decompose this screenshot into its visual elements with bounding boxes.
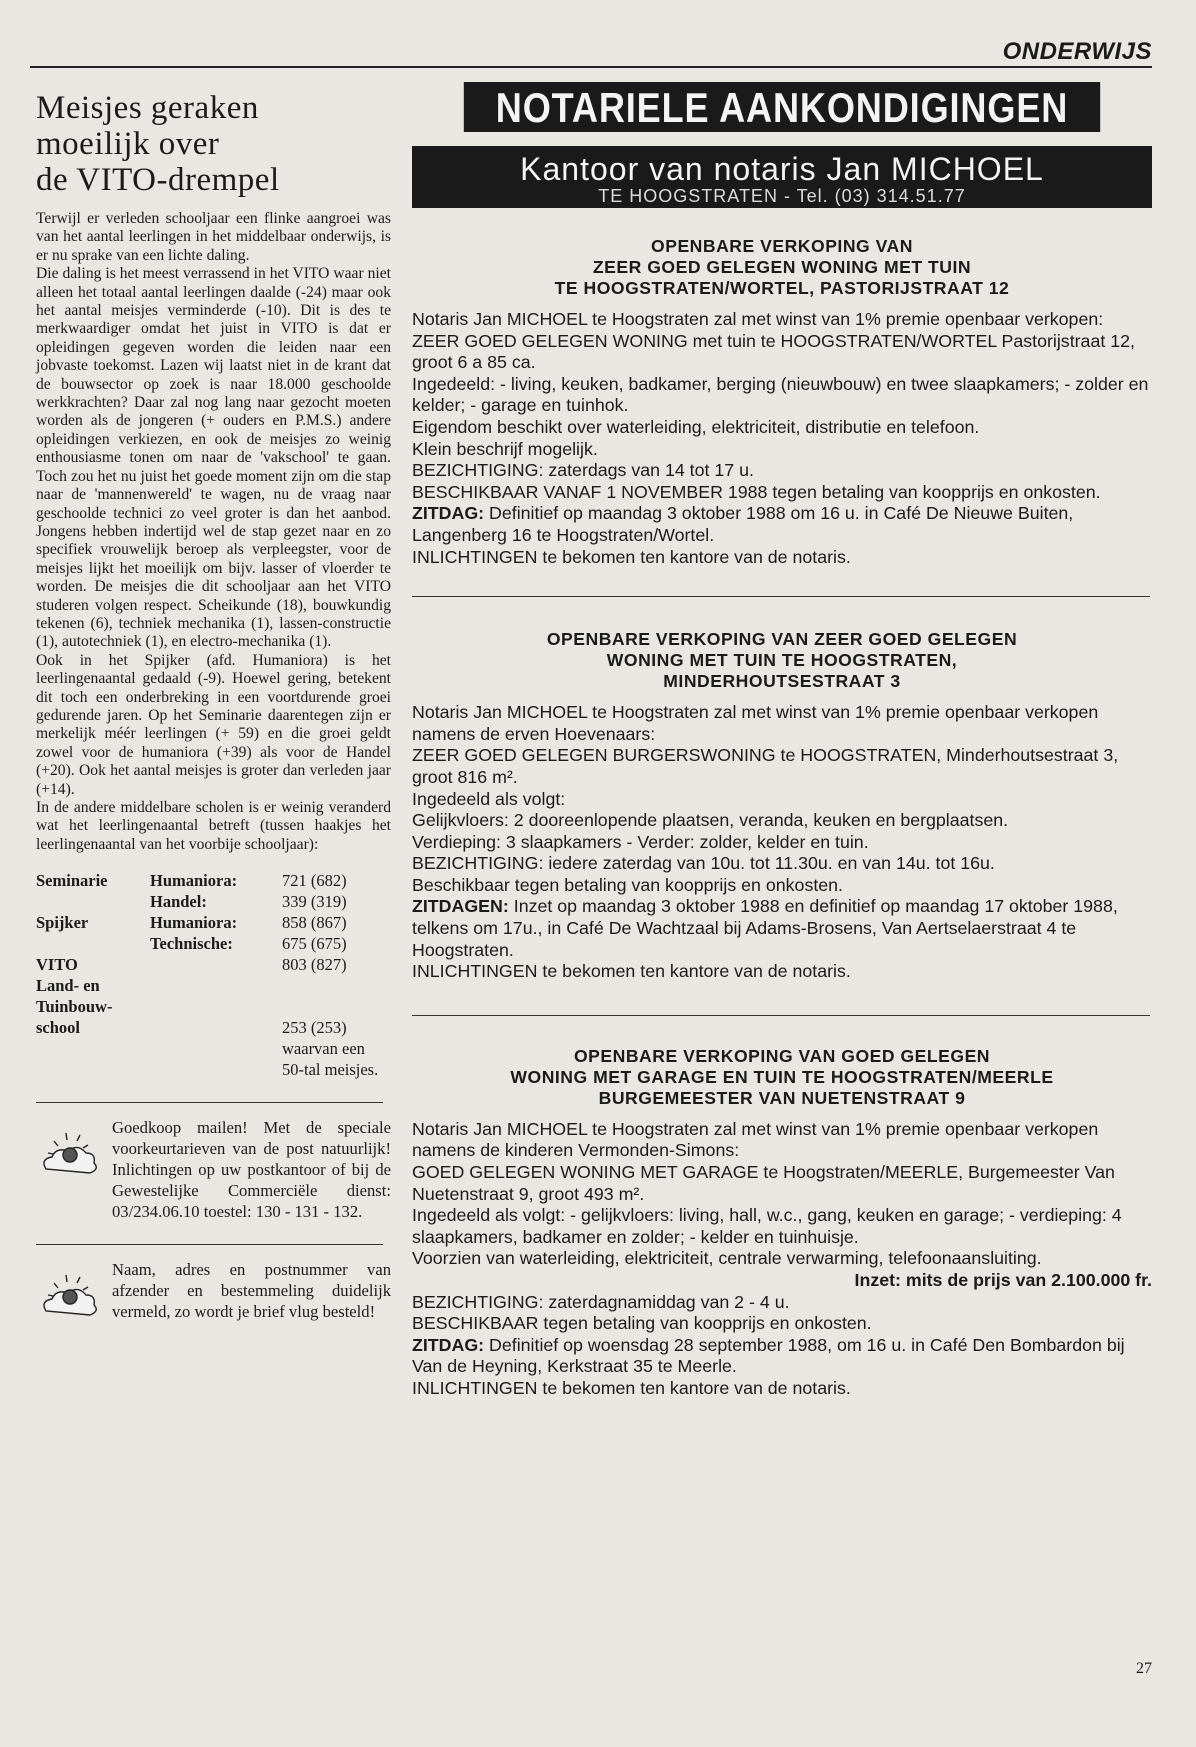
announcement-heading: OPENBARE VERKOPING VAN GOED GELEGEN WONING MET GARAGE EN TUIN TE HOOGSTRATEN/MEERLE BURGEMEESTER VAN NUETENSTRAAT 9 [510,1045,1054,1108]
page-number: 27 [1136,1660,1152,1677]
article-paragraph: Ook in het Spijker (afd. Humaniora) is het leerlingenaantal gedaald (-9). Hoewel gering, betekent dit toch een onderbreking in een voortdurende groei gedurende jaren. Op het Seminarie daarentegen zijn er merkelijk méér leerlingen (+ 59) en die groei geldt zowel voor de humaniora (+39) als voor de Handel (+20). Ook het aantal meisjes is groter dan verleden jaar (+14). [36,651,391,798]
stats-row: Handel: 339 (319) [150,892,347,912]
stats-row: school 253 (253) waarvan een 50-tal meisjes. [36,1018,379,1080]
reserve-price: Inzet: mits de prijs van 2.100.000 fr. [854,1270,1152,1290]
stats-row: VITO 803 (827) [36,955,347,975]
stats-row: Tuinbouw- [36,997,113,1017]
stats-row: Land- en [36,976,100,996]
notary-office-banner [412,146,1152,208]
stats-row: Technische: 675 (675) [150,934,347,954]
mail-tip-text: Goedkoop mailen! Met de speciale voorkeurtarieven van de post natuurlijk! Inlichtingen op uw postkantoor of bij de Gewestelijke Commerciële dienst: 03/234.06.10 toestel: 130 - 131 - 132. [112,1118,391,1222]
student-stats-table [36,870,391,1080]
article-paragraph: Terwijl er verleden schooljaar een flinke aangroei was van het aantal leerlingen in het middelbaar onderwijs, is er nu sprake van een lichte daling. [36,210,391,264]
announcement-1: OPENBARE VERKOPING VAN ZEER GOED GELEGEN WONING MET TUIN TE HOOGSTRATEN/WORTEL, PASTORIJSTRAAT 12 Notaris Jan MICHOEL te Hoogstraten zal met winst van 1% premie openbaar verkopen: ZEER GOED GELEGEN WONING met tuin te HOOGSTRATEN/WORTEL Pastorijstraat 12, groot 6 a 85 ca. Ingedeeld: - living, keuken, badkamer, berging (nieuwbouw) en twee slaapkamers; - zolder en kelder; - garage en tuinhok. Eigendom beschikt over waterleiding, elektriciteit, distributie en telefoon. Klein beschrijf mogelijk. BEZICHTIGING: zaterdags van 14 tot 17 u. BESCHIKBAAR VANAF 1 NOVEMBER 1988 tegen betaling van koopprijs en onkosten. ZITDAG: Definitief op maandag 3 oktober 1988 om 16 u. in Café De Nieuwe Buiten, Langenberg 16 te Hoogstraten/Wortel. INLICHTINGEN te bekomen ten kantore van de notaris. [412,236,1152,568]
mail-mascot-icon [36,1259,112,1334]
article-column [36,90,391,1334]
divider [36,1244,383,1245]
mail-tip-text: Naam, adres en postnummer van afzender en bestemmeling duidelijk vermeld, zo wordt je brief vlug besteld! [112,1260,391,1322]
office-address: TE HOOGSTRATEN - Tel. (03) 314.51.77 [598,186,966,206]
top-rule [30,66,1152,68]
post-tip [36,1117,391,1222]
stats-row: Spijker Humaniora: 858 (867) [36,913,347,933]
announcement-heading: OPENBARE VERKOPING VAN ZEER GOED GELEGEN WONING MET TUIN TE HOOGSTRATEN, MINDERHOUTSESTRAAT 3 [546,629,1018,692]
divider [412,596,1150,597]
notary-column [412,82,1152,1400]
announcement-3: OPENBARE VERKOPING VAN GOED GELEGEN WONING MET GARAGE EN TUIN TE HOOGSTRATEN/MEERLE BURGEMEESTER VAN NUETENSTRAAT 9 Notaris Jan MICHOEL te Hoogstraten zal met winst van 1% premie openbaar verkopen namens de kinderen Vermonden-Simons: GOED GELEGEN WONING MET GARAGE te Hoogstraten/MEERLE, Burgemeester Van Nuetenstraat 9, groot 493 m². Ingedeeld als volgt: - gelijkvloers: living, hall, w.c., gang, keuken en garage; - verdieping: 4 slaapkamers, badkamer en zolder; - kelder en tuinhuisje. Voorzien van waterleiding, elektriciteit, centrale verwarming, telefoonaansluiting. Inzet: mits de prijs van 2.100.000 fr. BEZICHTIGING: zaterdagnamiddag van 2 - 4 u. BESCHIKBAAR tegen betaling van koopprijs en onkosten. ZITDAG: Definitief op woensdag 28 september 1988, om 16 u. in Café Den Bombardon bij Van de Heyning, Kerkstraat 35 te Meerle. INLICHTINGEN te bekomen ten kantore van de notaris. [412,1045,1152,1398]
article-title: Meisjes geraken moeilijk over de VITO-drempel [36,90,280,198]
divider [412,1015,1150,1016]
announcement-2: OPENBARE VERKOPING VAN ZEER GOED GELEGEN WONING MET TUIN TE HOOGSTRATEN, MINDERHOUTSESTRAAT 3 Notaris Jan MICHOEL te Hoogstraten zal met winst van 1% premie openbaar verkopen namens de erven Hoevenaars: ZEER GOED GELEGEN BURGERSWONING te HOOGSTRATEN, Minderhoutsestraat 3, groot 816 m². Ingedeeld als volgt: Gelijkvloers: 2 dooreenlopende plaatsen, veranda, keuken en bergplaatsen. Verdieping: 3 slaapkamers - Verder: zolder, kelder en tuin. BEZICHTIGING: iedere zaterdag van 10u. tot 11.30u. en van 14u. tot 16u. Beschikbaar tegen betaling van koopprijs en onkosten. ZITDAGEN: Inzet op maandag 3 oktober 1988 en definitief op maandag 17 oktober 1988, telkens om 17u., in Café De Wachtzaal bij Adams-Brosens, Van Aertselaerstraat 4 te Hoogstraten. INLICHTINGEN te bekomen ten kantore van de notaris. [412,629,1152,983]
article-paragraph: In de andere middelbare scholen is er weinig veranderd wat het leerlingenaantal betreft (tussen haakjes het leerlingenaantal van het voorbije schooljaar): [36,799,391,853]
section-tag: ONDERWIJS [1002,38,1152,65]
post-tip [36,1259,391,1334]
office-name: Kantoor van notaris Jan MICHOEL [520,151,1044,187]
mail-mascot-icon [36,1117,112,1222]
divider [36,1102,383,1103]
stats-row: Seminarie Humaniora: 721 (682) [36,871,347,891]
announcement-heading: OPENBARE VERKOPING VAN ZEER GOED GELEGEN WONING MET TUIN TE HOOGSTRATEN/WORTEL, PASTORIJSTRAAT 12 [554,236,1010,298]
notary-banner-title: NOTARIELE AANKONDIGINGEN [464,82,1100,132]
article-paragraph: Die daling is het meest verrassend in het VITO waar niet alleen het totaal aantal leerlingen daalde (-24) maar ook het aantal meisjes verminderde (-10). Dit is des te merkwaardiger omdat het juist in VITO is dat er opleidingen gegeven worden die leiden naar een jobvaste toekomst. Lazen wij laatst niet in de krant dat de bouwsector op zoek is naar 18.000 geschoolde werkkrachten? Daar zal nog lang naar gezocht moeten worden als de jongeren (+ ouders en P.M.S.) andere opleidingen verkiezen, en ook de meisjes zo weinig enthousiasme tonen om naar de 'vakschool' te gaan. Toch zou het nu juist het goede moment zijn om die stap naar de 'mannenwereld' te wagen, nu de vraag naar geschoolde technici zo veel groter is dan het aanbod. Jongens hebben indertijd wel de stap gezet naar en zo specifiek vrouwelijk beroep als verpleegster, voor de meisjes lijkt het moeilijk om bijv. lasser of vloerder te worden. De meisjes die dit schooljaar aan het VITO studeren volgen respect. Scheikunde (18), bouwkundig tekenen (6), techniek mechanika (1), lassen-constructie (1), autotechniek (1), en electro-mechanika (1). [36,265,391,651]
